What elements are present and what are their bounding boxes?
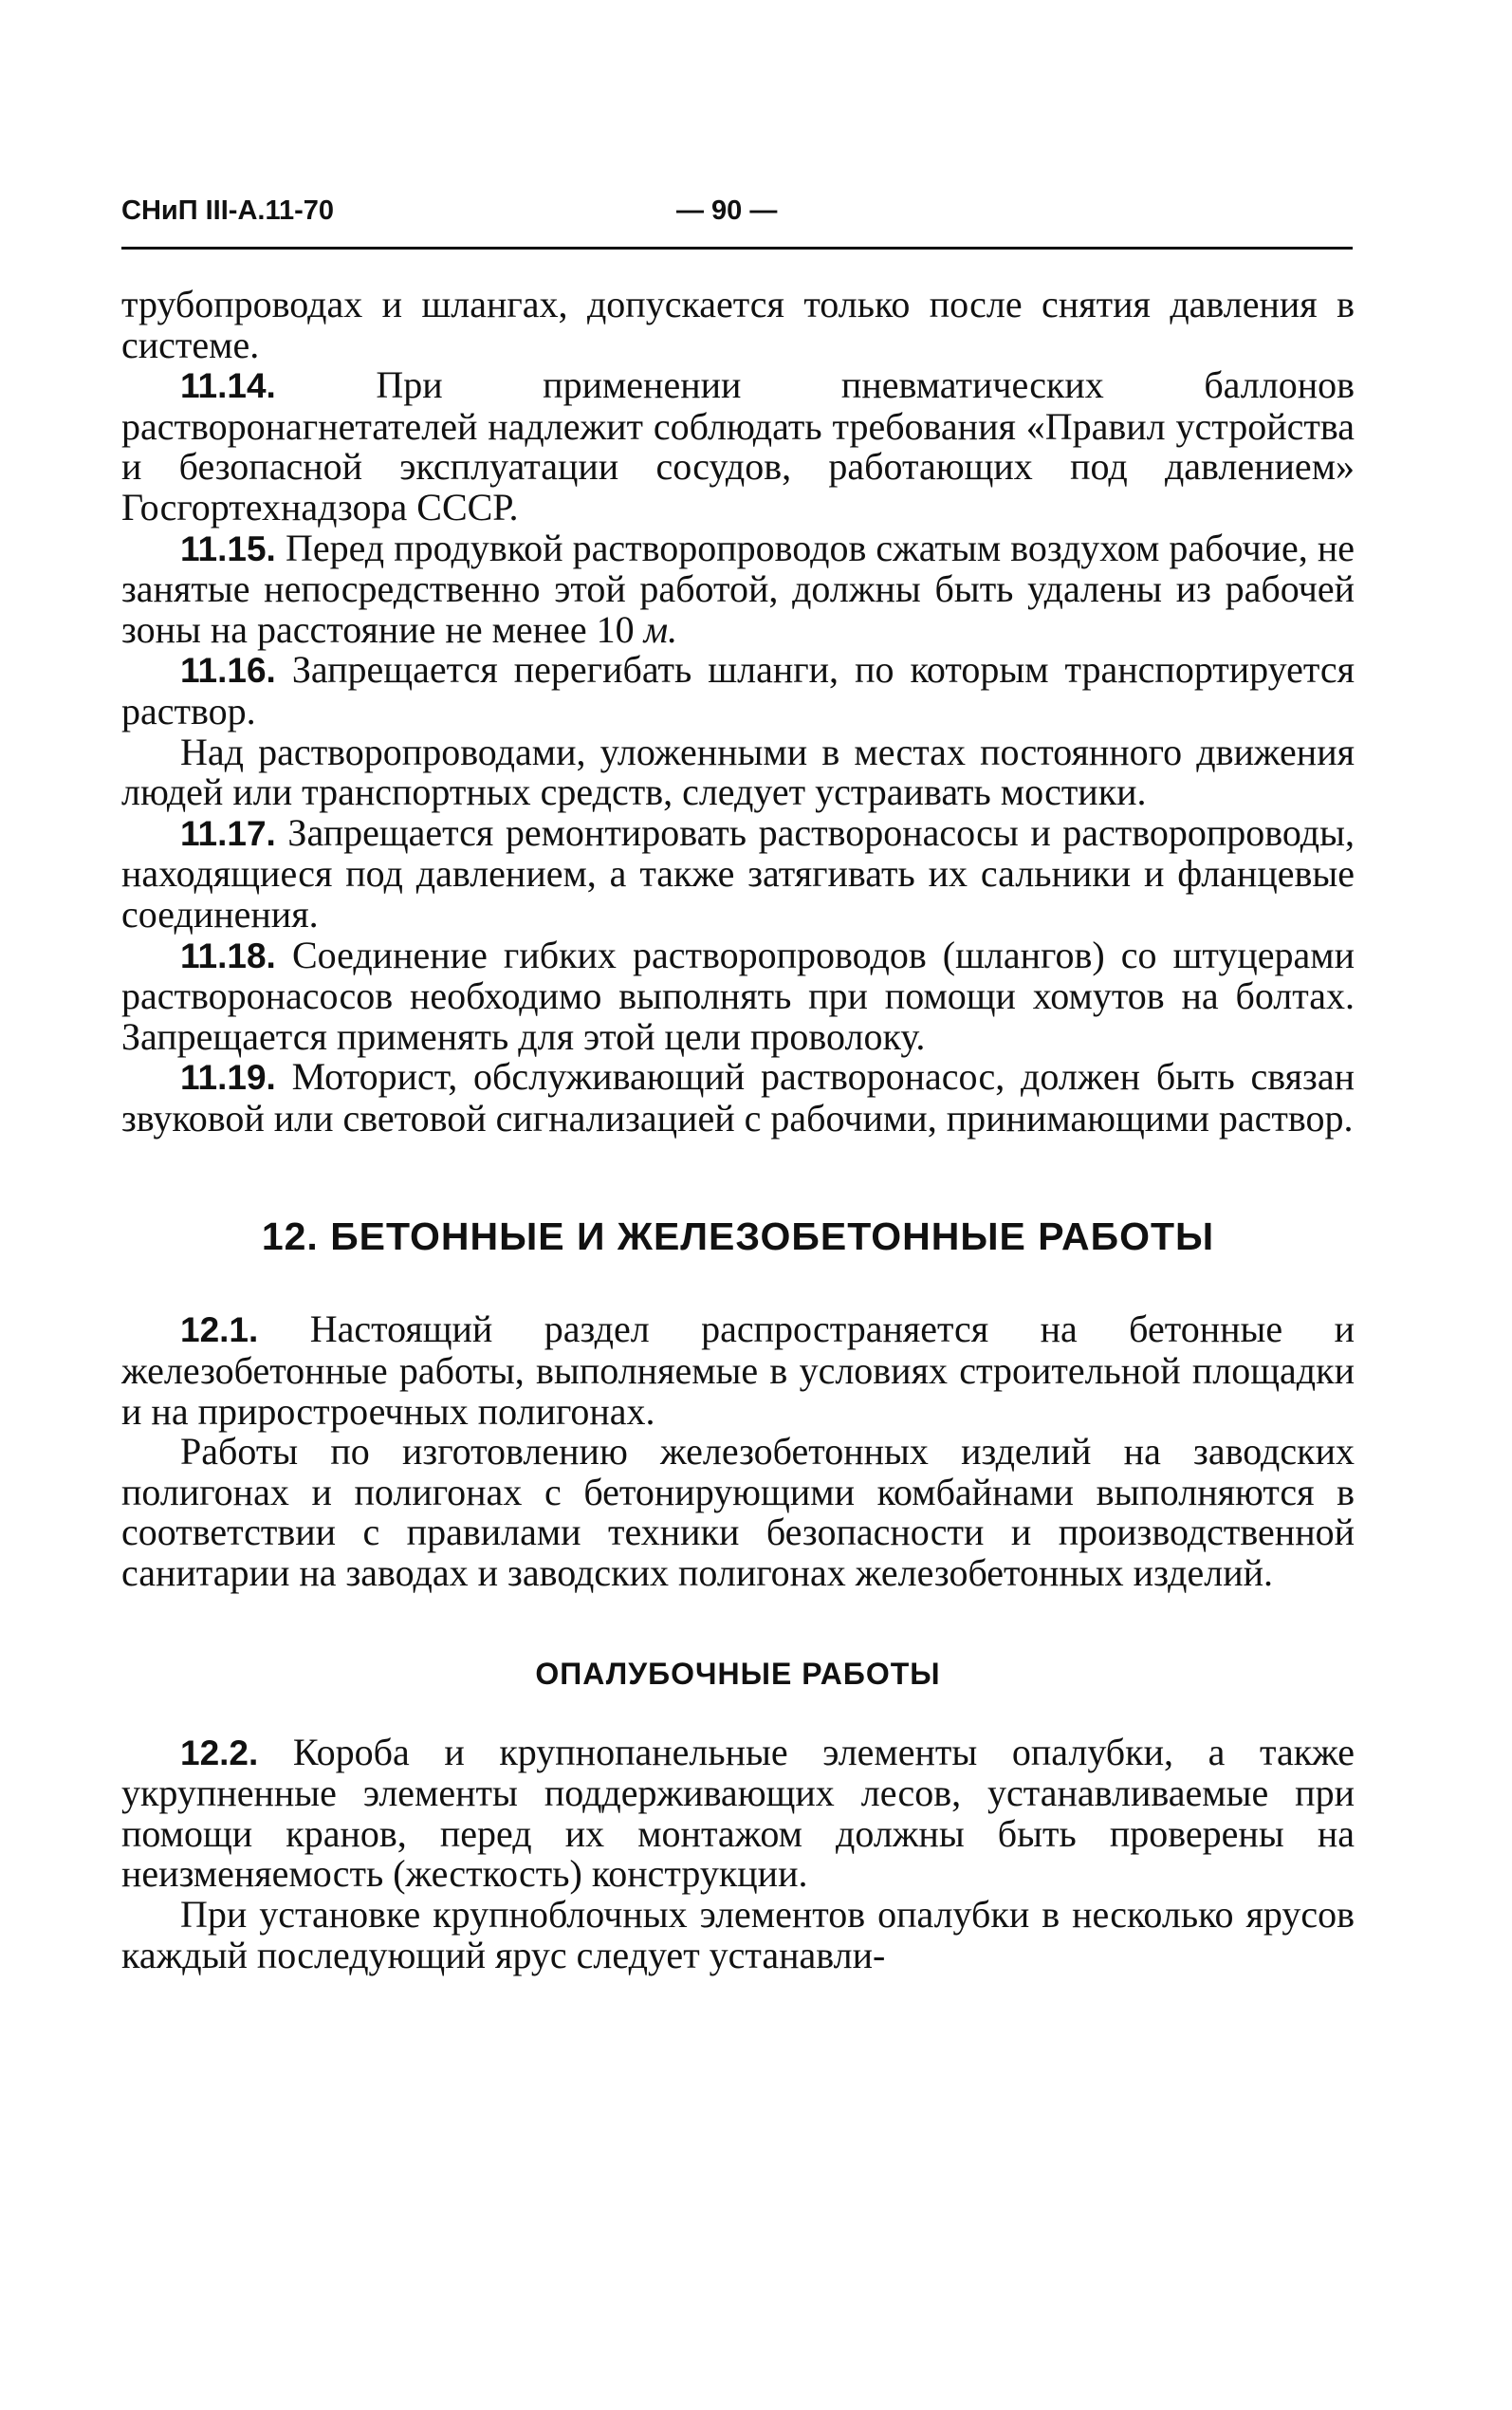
paragraph-12-2-b [121, 1895, 1355, 1975]
paragraph-text: трубопроводах и шлангах, допускается только после снятия давления в системе. [121, 283, 1355, 366]
document-code: СНиП III-А.11-70 [121, 195, 335, 226]
subsection-heading: ОПАЛУБОЧНЫЕ РАБОТЫ [535, 1656, 941, 1691]
clause-number: 11.15. [180, 528, 276, 568]
paragraph-11-16-b [121, 732, 1355, 813]
section-heading: 12. БЕТОННЫЕ И ЖЕЛЕЗОБЕТОННЫЕ РАБОТЫ [261, 1214, 1215, 1259]
clause-number: 11.19. [180, 1058, 276, 1098]
clause-12-2 [121, 1730, 1355, 1896]
clause-text: Запрещается ремонтировать растворонасосы и растворопроводы, находящиеся под давлением, а также затягивать их сальники и фланцевые соединения. [121, 810, 1355, 936]
paragraph-text: Работы по изготовлению железобетонных изделий на заводских полигонах и полигонах с бетонирующими комбайнами выполняются в соответствии с правилами техники безопасности и производственной санитарии на заводах и заводских полигонах железобетонных изделий. [121, 1430, 1355, 1595]
clause-11-18 [121, 933, 1355, 1058]
clause-11-16 [121, 650, 1355, 732]
clause-number: 11.16. [180, 651, 276, 691]
clause-text: При применении пневматических баллонов растворонагнетателей надлежит соблюдать требования «Правил устройства и безопасной эксплуатации сосудов, работающих под давлением» Госгортехнадзора СССР. [121, 363, 1355, 528]
header-divider [121, 247, 1353, 250]
clause-number: 11.17. [180, 813, 276, 853]
paragraph-12-1-b [121, 1432, 1355, 1593]
clause-text: Запрещается перегибать шланги, по которым транспортируется раствор. [121, 648, 1355, 732]
clause-number: 11.18. [180, 936, 276, 975]
clause-number: 12.1. [180, 1310, 259, 1350]
clause-text: Моторист, обслуживающий растворонасос, должен быть связан звуковой или световой сигнализацией с рабочими, принимающими раствор. [121, 1055, 1355, 1140]
unit-label: м. [643, 607, 678, 651]
paragraph-text: При установке крупноблочных элементов опалубки в несколько ярусов каждый последующий ярус следует устанавли- [121, 1893, 1355, 1976]
document-body [121, 285, 1355, 1975]
clause-11-17 [121, 810, 1355, 936]
clause-number: 11.14. [180, 366, 276, 406]
paragraph-text: Над растворопроводами, уложенными в местах постоянного движения людей или транспортных средств, следует устраивать мостики. [121, 730, 1355, 814]
clause-12-1 [121, 1309, 1355, 1432]
clause-text: Настоящий раздел распространяется на бетонные и железобетонные работы, выполняемые в условиях строительной площадки и на приростроечных полигонах. [121, 1307, 1355, 1433]
running-header [121, 190, 1355, 235]
clause-11-15 [121, 528, 1355, 651]
clause-11-19 [121, 1057, 1355, 1139]
clause-11-14 [121, 365, 1355, 528]
clause-text: Соединение гибких растворопроводов (шлангов) со штуцерами растворонасосов необходимо выполнять при помощи хомутов на болтах. Запрещается применять для этой цели проволоку. [121, 933, 1355, 1058]
clause-text: Перед продувкой растворопроводов сжатым воздухом рабочие, не занятые непосредственно этой работой, должны быть удалены из рабочей зоны на расстояние не менее 10 [121, 526, 1355, 651]
paragraph-continuation [121, 285, 1355, 365]
clause-number: 12.2. [180, 1733, 259, 1772]
clause-text: Короба и крупнопанельные элементы опалубки, а также укрупненные элементы поддерживающих лесов, устанавливаемые при помощи кранов, перед их монтажом должны быть проверены на неизменяемость (жесткость) конструкции. [121, 1730, 1355, 1896]
page-number: — 90 — [676, 195, 778, 226]
